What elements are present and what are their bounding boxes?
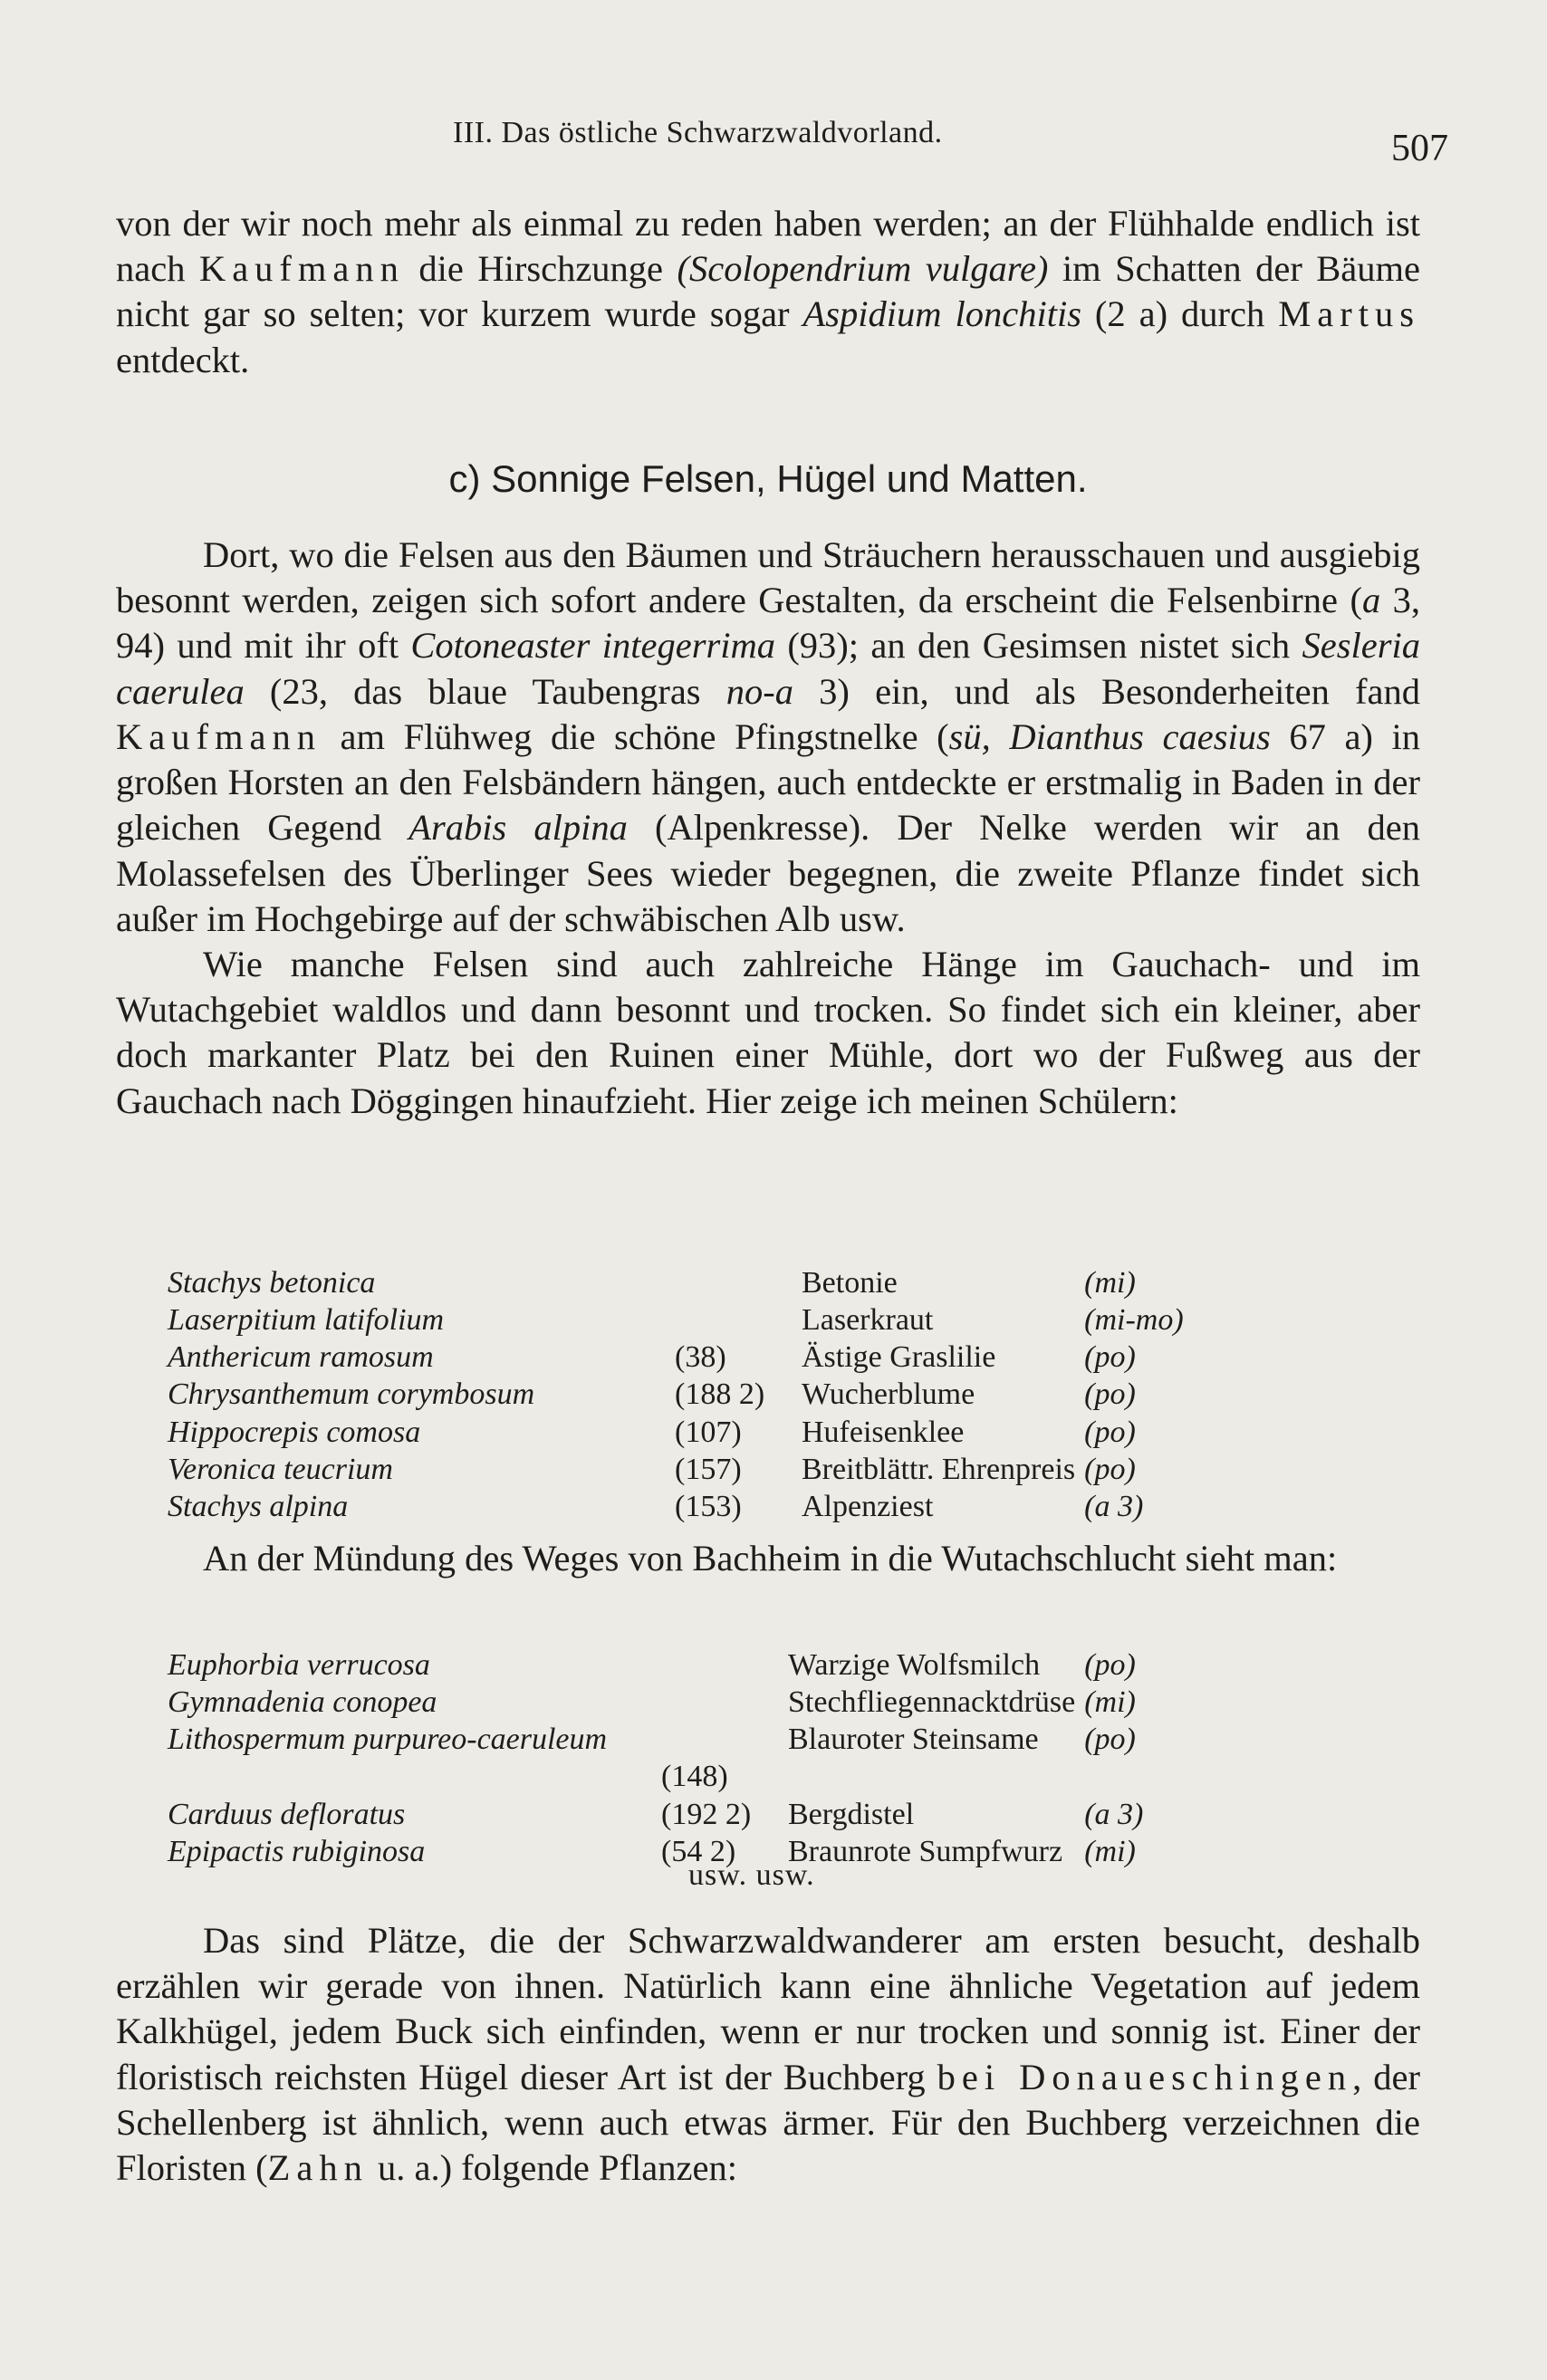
latin-name: Hippocrepis comosa xyxy=(168,1415,421,1449)
german-name: Wucherblume xyxy=(802,1377,975,1412)
latin-name: Carduus defloratus xyxy=(168,1797,406,1831)
text-run: u. a.) folgende Pflanzen: xyxy=(368,2147,737,2189)
plant-row xyxy=(168,1833,1143,1870)
plant-row xyxy=(168,1339,1184,1376)
plant-row xyxy=(168,1646,1143,1684)
plant-row xyxy=(168,1264,1184,1301)
zone-code: (mi) xyxy=(1084,1266,1136,1300)
paragraph-4-block xyxy=(116,1536,1420,1581)
paragraph-1 xyxy=(116,201,1420,383)
text-run: (2 a) durch xyxy=(1081,293,1279,335)
page-number: 507 xyxy=(1391,128,1448,169)
zone-code xyxy=(1084,1758,1143,1795)
latin-name: Laserpitium latifolium xyxy=(168,1303,445,1338)
text-run: Das sind Plätze, die der Schwarzwaldwanderer am ersten besucht, deshalb erzählen wir gerade von ihnen. Natürlich kann eine ähnliche Vegetation auf jedem Kalkhügel, jedem Buck sich einfinden, wenn er nur trocken und sonnig ist. Einer der floristisch reichsten Hügel dieser Art ist der Buchberg xyxy=(116,1920,1420,2097)
plant-row xyxy=(168,1414,1184,1451)
latin-name: Euphorbia verrucosa xyxy=(168,1648,430,1682)
german-name: Braunrote Sumpfwurz xyxy=(788,1834,1063,1868)
text-run: , der Schellenberg ist ähnlich, wenn auch etwas ärmer. Für den Buchberg verzeichnen die Floristen ( xyxy=(116,2056,1420,2189)
zone-code: (mi) xyxy=(1084,1685,1136,1720)
section-heading: c) Sonnige Felsen, Hügel und Matten. xyxy=(448,457,1088,500)
author-name: Zahn xyxy=(267,2147,369,2189)
text-run: im Schatten der Bäume nicht gar so selten; vor kurzem wurde sogar xyxy=(116,248,1421,335)
zone-code: (mi-mo) xyxy=(1084,1303,1184,1338)
paragraph-3: Wie manche Felsen sind auch zahlreiche Hänge im Gauchach- und im Wutachgebiet waldlos und dann besonnt und trocken. So findet sich ein kleiner, aber doch markanter Platz bei den Ruinen einer Mühle, dort wo der Fußweg aus der Gauchach nach Döggingen hinaufzieht. Hier zeige ich meinen Schülern: xyxy=(116,943,1420,1121)
german-name: Alpenziest xyxy=(802,1489,934,1523)
text-run: Dort, wo die Felsen aus den Bäumen und Sträuchern herausschauen und ausgiebig besonnt werden, zeigen sich sofort andere Gestalten, da erscheint die Felsenbirne ( xyxy=(116,534,1420,621)
reference-number: (157) xyxy=(675,1452,742,1486)
paragraph-4: An der Mündung des Weges von Bachheim in die Wutachschlucht sieht man: xyxy=(203,1538,1338,1579)
reference-number: (38) xyxy=(675,1340,726,1375)
place-name: bei Donaueschingen xyxy=(937,2056,1353,2097)
text-run: von der wir noch mehr als einmal zu reden haben werden; an der Flühhalde endlich ist nach xyxy=(116,203,1420,290)
latin-name: Lithospermum purpureo-caeruleum xyxy=(168,1723,608,1757)
zone-code: (po) xyxy=(1084,1415,1136,1449)
reference-number: (54 2) xyxy=(661,1834,736,1868)
german-name: Betonie xyxy=(802,1266,898,1300)
zone-code: (po) xyxy=(1084,1340,1136,1375)
plant-list-2-body xyxy=(168,1646,1143,1870)
german-name: Ästige Graslilie xyxy=(802,1340,996,1375)
plant-row xyxy=(168,1488,1184,1525)
zone-code: no-a xyxy=(725,670,793,712)
zone-code: (mi) xyxy=(1084,1834,1136,1868)
text-run: 67 a) in großen Horsten an den Felsbändern hängen, auch entdeckte er erstmalig in Baden in der gleichen Gegend xyxy=(116,715,1421,849)
zone-code: (po) xyxy=(1084,1723,1136,1757)
zone-code: a xyxy=(1361,580,1381,621)
text-run: (93); an den Gesimsen nistet sich xyxy=(774,625,1302,667)
text-run: (23, das blaue Taubengras xyxy=(244,670,726,712)
latin-name: Gymnadenia conopea xyxy=(168,1685,437,1720)
running-head: III. Das östliche Schwarzwaldvorland. xyxy=(453,116,943,149)
zone-code: (po) xyxy=(1084,1648,1136,1682)
plant-row xyxy=(168,1796,1143,1833)
german-name xyxy=(788,1758,1084,1795)
paragraph-1-text xyxy=(116,201,1420,383)
author-name: Kaufmann xyxy=(116,715,322,757)
latin-name: Epipactis rubiginosa xyxy=(168,1834,426,1868)
plant-row xyxy=(168,1758,1143,1795)
german-name: Warzige Wolfsmilch xyxy=(788,1648,1041,1682)
text-run: entdeckt. xyxy=(116,339,250,380)
german-name: Laserkraut xyxy=(802,1303,934,1338)
reference-number xyxy=(661,1646,788,1684)
text-run: 3, 94) und mit ihr oft xyxy=(116,580,1421,667)
reference-number xyxy=(661,1721,788,1758)
latin-name: Stachys betonica xyxy=(168,1266,376,1300)
zone-code: (a 3) xyxy=(1084,1797,1144,1831)
paragraph-5 xyxy=(116,1918,1420,2191)
reference-number xyxy=(661,1684,788,1721)
reference-number: (148) xyxy=(661,1760,728,1794)
species-name: Cotoneaster integerrima xyxy=(410,625,775,667)
text-run: (Alpenkresse). Der Nelke werden wir an den Molassefelsen des Überlinger Sees wieder begegnen, die zweite Pflanze findet sich außer im Hochgebirge auf der schwäbischen Alb usw. xyxy=(116,807,1420,939)
latin-name: Stachys alpina xyxy=(168,1489,349,1523)
latin-name: Anthericum ramosum xyxy=(168,1340,434,1375)
plant-list-2 xyxy=(168,1646,1143,1870)
plant-row xyxy=(168,1301,1184,1339)
german-name: Breitblättr. Ehrenpreis xyxy=(802,1452,1076,1486)
german-name: Stechfliegennacktdrüse xyxy=(788,1685,1076,1720)
german-name: Hufeisenklee xyxy=(802,1415,965,1449)
latin-name: Veronica teucrium xyxy=(168,1452,393,1486)
plant-row xyxy=(168,1684,1143,1721)
species-name: (Scolopendrium vulgare) xyxy=(677,248,1049,290)
paragraph-2-text xyxy=(116,533,1420,942)
zone-code: (po) xyxy=(1084,1452,1136,1486)
species-name: sü, Dianthus caesius xyxy=(948,715,1271,757)
german-name: Blauroter Steinsame xyxy=(788,1723,1039,1757)
plant-list-1 xyxy=(168,1264,1184,1525)
latin-name xyxy=(168,1758,661,1795)
text-run: 3) ein, und als Besonderheiten fand xyxy=(793,670,1420,712)
reference-number xyxy=(675,1264,802,1301)
reference-number: (107) xyxy=(675,1415,742,1449)
text-run: die Hirschzunge xyxy=(404,248,677,290)
plant-row xyxy=(168,1451,1184,1488)
german-name: Bergdistel xyxy=(788,1797,915,1831)
zone-code: (a 3) xyxy=(1084,1489,1144,1523)
reference-number: (153) xyxy=(675,1489,742,1523)
species-name: Sesleria caerulea xyxy=(116,625,1420,712)
paragraph-5-text xyxy=(116,1918,1420,2191)
zone-code: (po) xyxy=(1084,1377,1136,1412)
species-name: Aspidium lonchitis xyxy=(802,293,1081,335)
plant-row xyxy=(168,1721,1143,1758)
species-name: Arabis alpina xyxy=(408,807,628,849)
text-run: am Flühweg die schöne Pfingstnelke ( xyxy=(321,715,949,757)
usw-line: usw. usw. xyxy=(688,1858,815,1892)
reference-number xyxy=(675,1301,802,1339)
plant-row xyxy=(168,1376,1184,1413)
latin-name: Chrysanthemum corymbosum xyxy=(168,1377,535,1412)
reference-number: (188 2) xyxy=(675,1377,765,1412)
author-name: Martus xyxy=(1278,293,1420,335)
reference-number: (192 2) xyxy=(661,1797,752,1831)
paragraph-2 xyxy=(116,533,1420,1124)
plant-list-1-body xyxy=(168,1264,1184,1525)
author-name: Kaufmann xyxy=(198,248,405,290)
